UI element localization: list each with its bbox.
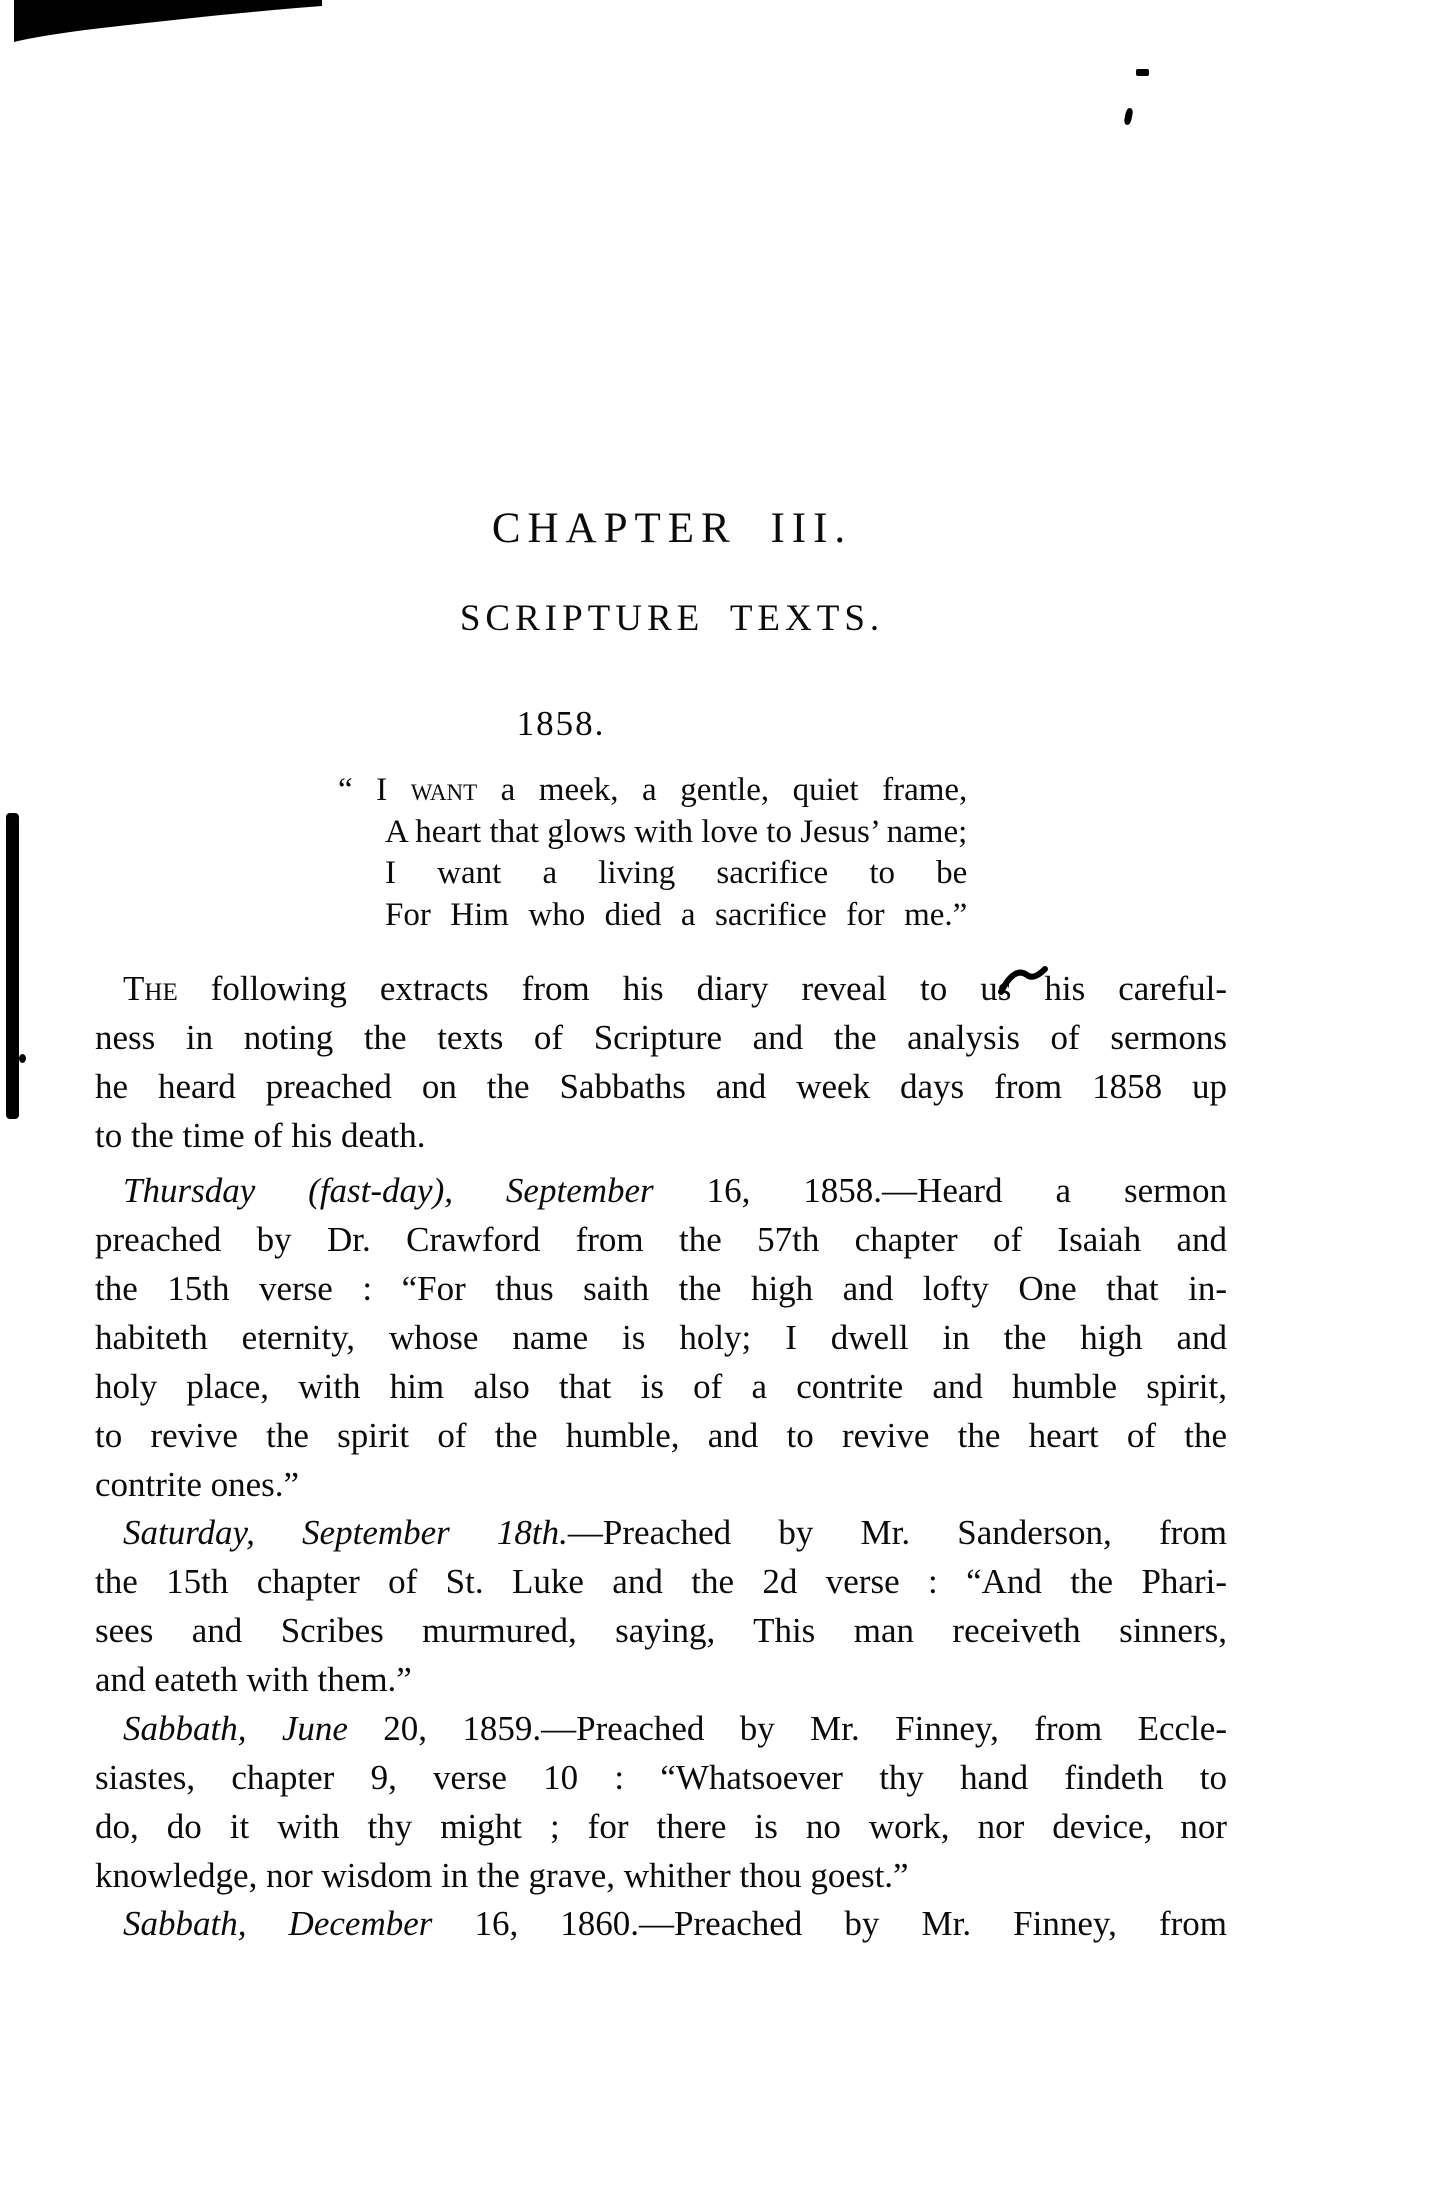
text-line [95,1802,1227,1851]
text-line [95,964,1227,1013]
text-segment: “ I [338,772,411,808]
text-line [95,1411,1227,1460]
text-segment: A heart that glows with love to Jesus’ name; [385,813,968,850]
text-line [95,1655,1227,1704]
text-segment: he heard preached on the Sabbaths and week days from 1858 up [95,1067,1227,1106]
text-line [95,1704,1227,1753]
text-line [95,1111,1227,1160]
year-heading: 1858. [516,704,606,743]
text-line [95,1166,1227,1215]
text-segment: do, do it with thy might ; for there is no work, nor device, nor [95,1807,1227,1846]
text-line [338,853,967,895]
text-segment: a meek, a gentle, quiet frame, [477,772,968,808]
scan-dash-speck [1136,69,1149,76]
text-line [95,1013,1227,1062]
text-segment: T [123,969,145,1008]
text-line [95,1313,1227,1362]
paragraph-saturday-1858 [95,1508,1227,1704]
scan-comma-speck [1123,107,1133,125]
text-line [95,1557,1227,1606]
scan-smudge-top-left-icon [0,0,330,48]
text-line [95,1460,1227,1509]
text-line [95,1264,1227,1313]
text-segment: holy place, with him also that is of a contrite and humble spirit, [95,1367,1227,1406]
text-segment: following extracts from his diary reveal to us his careful- [177,969,1227,1008]
poem-epigraph [338,770,967,936]
scan-left-bar-mark [6,813,19,1119]
text-segment: and eateth with them.” [95,1660,412,1699]
paragraph-intro [95,964,1227,1160]
text-line [338,812,967,854]
text-line [95,1362,1227,1411]
text-segment: to the time of his death. [95,1116,426,1155]
text-line [95,1215,1227,1264]
scan-pen-mark-icon [998,966,1050,998]
paragraph-thursday-1858 [95,1166,1227,1509]
chapter-heading: CHAPTER III. [491,505,853,552]
text-segment: habiteth eternity, whose name is holy; I dwell in the high and [95,1318,1227,1357]
italic-text: Sabbath, June [123,1709,348,1748]
text-line [95,1899,1227,1948]
text-segment: the 15th chapter of St. Luke and the 2d verse : “And the Phari- [95,1562,1227,1601]
text-segment: knowledge, nor wisdom in the grave, whither thou goest.” [95,1856,909,1895]
scan-dot-mark [19,1054,26,1063]
text-segment: to revive the spirit of the humble, and to revive the heart of the [95,1416,1227,1455]
text-segment: I want a living sacrifice to be [385,855,968,891]
text-segment: For Him who died a sacrifice for me.” [385,896,968,933]
italic-text: Saturday, September 18th. [123,1513,568,1552]
text-segment: the 15th verse : “For thus saith the high and lofty One that in- [95,1269,1227,1308]
paragraph-sabbath-1859 [95,1704,1227,1900]
italic-text: Sabbath, December [123,1904,433,1943]
text-line [95,1851,1227,1900]
smallcaps-text: he [144,969,178,1008]
text-line [95,1606,1227,1655]
italic-text: Thursday (fast-day), September [123,1171,654,1210]
text-line [95,1508,1227,1557]
smallcaps-text: want [410,772,478,808]
text-segment: —Preached by Mr. Sanderson, from [567,1513,1227,1552]
text-segment: 20, 1859.—Preached by Mr. Finney, from Eccle- [347,1709,1227,1748]
text-segment: 16, 1858.—Heard a sermon [653,1171,1227,1210]
text-segment: 16, 1860.—Preached by Mr. Finney, from [432,1904,1227,1943]
section-heading: SCRIPTURE TEXTS. [459,598,885,639]
text-segment: ness in noting the texts of Scripture and the analysis of sermons [95,1018,1227,1057]
text-line [338,770,967,812]
text-line [338,895,967,937]
text-segment: contrite ones.” [95,1465,300,1504]
text-line [95,1753,1227,1802]
text-line [95,1062,1227,1111]
paragraph-sabbath-1860 [95,1899,1227,1948]
text-segment: preached by Dr. Crawford from the 57th chapter of Isaiah and [95,1220,1227,1259]
text-segment: siastes, chapter 9, verse 10 : “Whatsoever thy hand findeth to [95,1758,1227,1797]
text-segment: sees and Scribes murmured, saying, This man receiveth sinners, [95,1611,1227,1650]
